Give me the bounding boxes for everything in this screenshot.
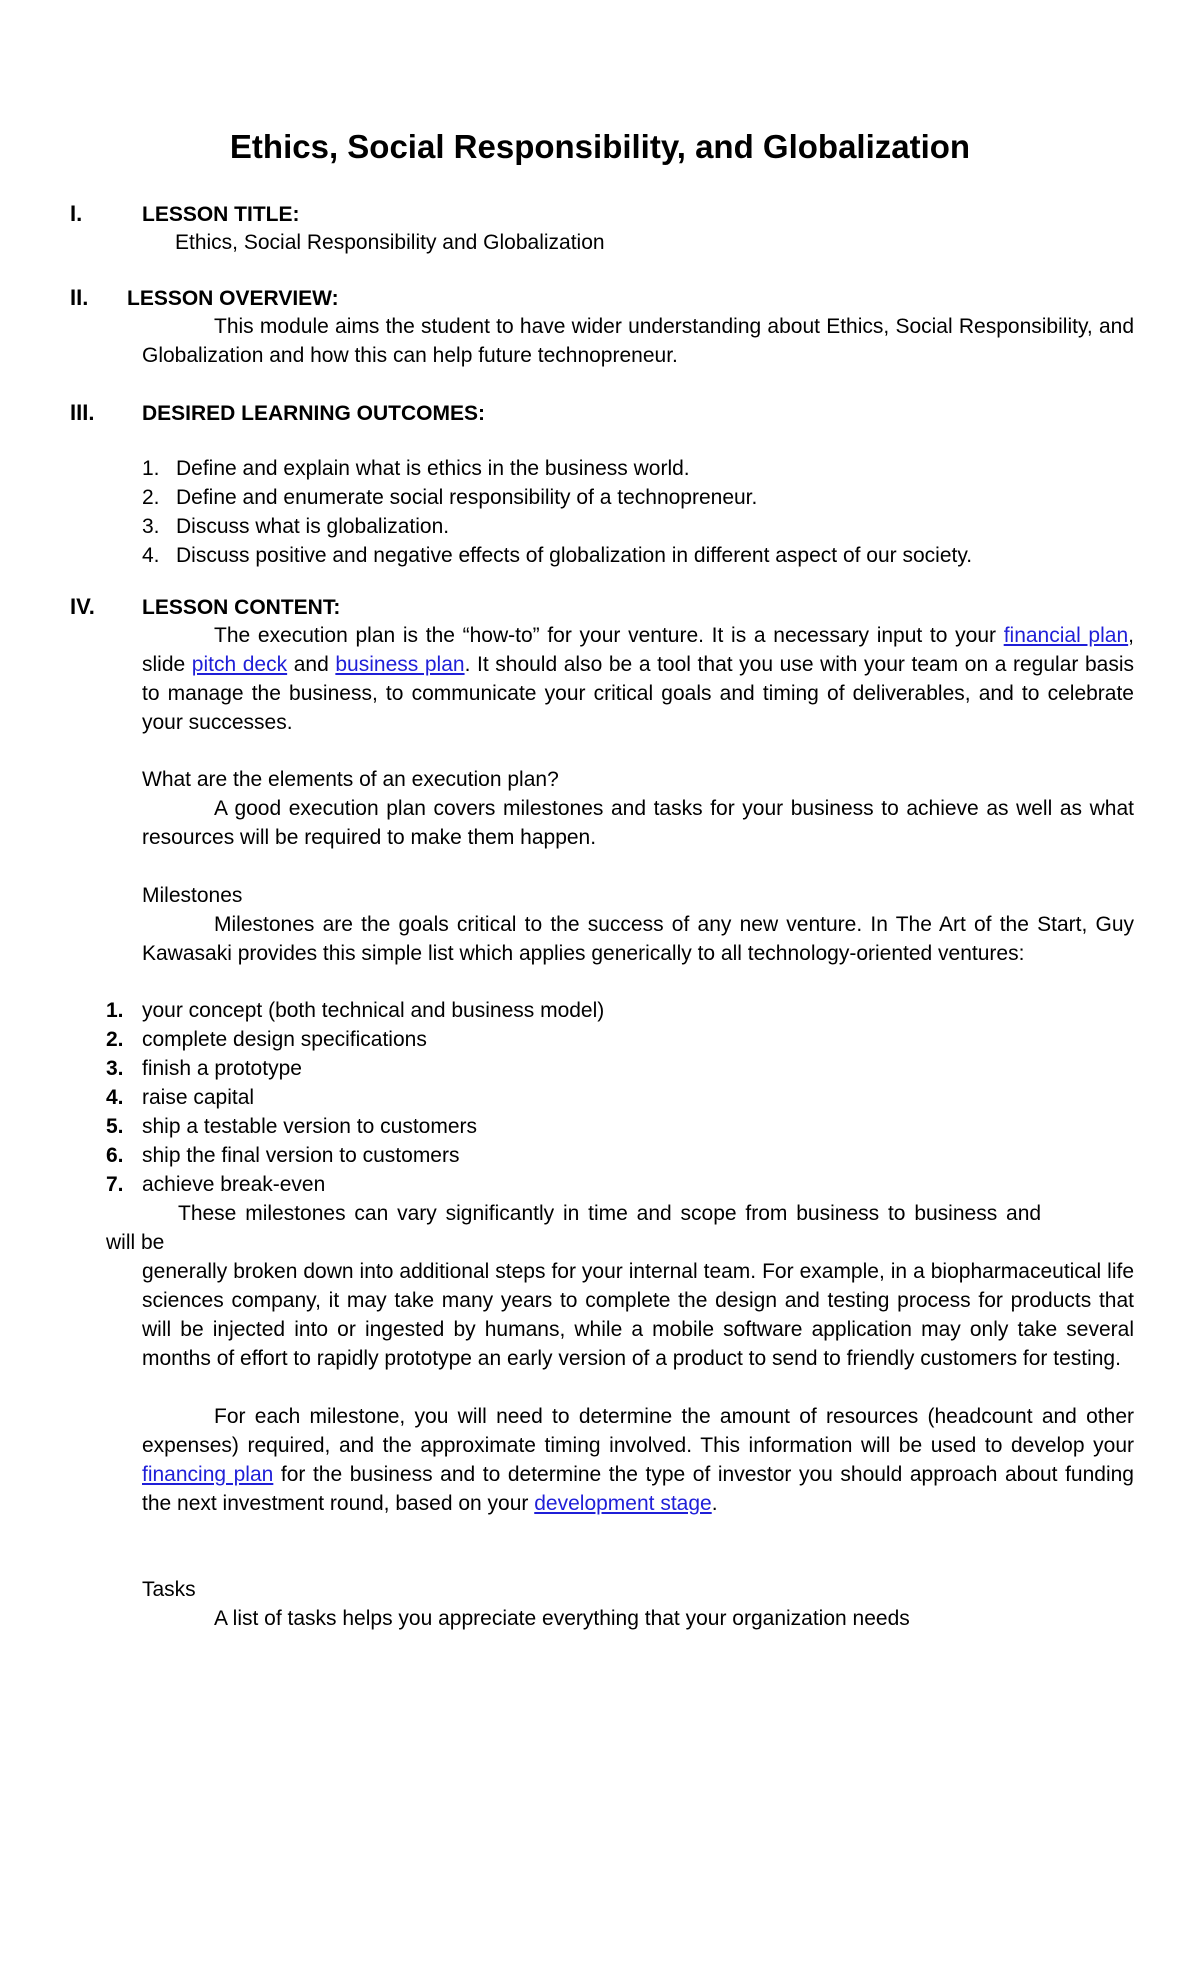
- list-item: 1. your concept (both technical and business model): [106, 999, 605, 1022]
- list-item: 1. Define and explain what is ethics in the business world.: [142, 457, 690, 480]
- section-3-number: III.: [70, 400, 95, 425]
- learning-outcomes-list: [142, 454, 1134, 570]
- section-2-text: This module aims the student to have wider understanding about Ethics, Social Responsibility, and Globalization and how this can help future technopreneur.: [142, 315, 1134, 367]
- milestones-vary-line-1: These milestones can vary significantly in time and scope from business to business and: [178, 1202, 1042, 1225]
- list-item: 3. Discuss what is globalization.: [142, 515, 450, 538]
- document-title: Ethics, Social Responsibility, and Globalization: [229, 128, 971, 165]
- execution-plan-paragraph: The execution plan is the “how-to” for your venture. It is a necessary input to your financial plan, slide pitch deck and business plan. It should also be a tool that you use with your team on a regular basis to manage the business, to communicate your critical goals and timing of deliverables, and to celebrate your successes.: [142, 624, 1135, 734]
- section-4-heading: LESSON CONTENT:: [142, 596, 341, 619]
- list-item: 4. Discuss positive and negative effects of globalization in different aspect of our society.: [142, 544, 973, 567]
- milestones-list: [106, 996, 1134, 1199]
- pitch-deck-link[interactable]: pitch deck: [191, 653, 288, 676]
- section-4-number: IV.: [70, 594, 95, 619]
- list-item: 4. raise capital: [106, 1086, 255, 1109]
- section-2-heading: LESSON OVERVIEW:: [127, 287, 339, 310]
- list-item: 3. finish a prototype: [106, 1057, 302, 1080]
- list-item: 7. achieve break-even: [106, 1173, 326, 1196]
- section-1-text: Ethics, Social Responsibility and Globalization: [175, 231, 605, 254]
- milestones-heading: Milestones: [142, 884, 243, 907]
- list-item: 2. Define and enumerate social responsibility of a technopreneur.: [142, 486, 758, 509]
- section-3-heading: DESIRED LEARNING OUTCOMES:: [142, 402, 486, 425]
- milestones-vary-line-2: will be: [106, 1231, 165, 1254]
- section-1-number: I.: [70, 201, 83, 226]
- list-item: 6. ship the final version to customers: [106, 1144, 460, 1167]
- list-item: 5. ship a testable version to customers: [106, 1115, 477, 1138]
- milestones-vary-paragraph: generally broken down into additional steps for your internal team. For example, in a biopharmaceutical life sciences company, it may take many years to complete the design and testing process for products that will be injected into or ingested by humans, while a mobile software application may only take several months of effort to rapidly prototype an early version of a product to send to friendly customers for testing.: [142, 1260, 1134, 1370]
- financing-plan-link[interactable]: financing plan: [142, 1463, 274, 1486]
- financial-plan-link[interactable]: financial plan: [1003, 624, 1129, 647]
- resources-paragraph: For each milestone, you will need to determine the amount of resources (headcount and other expenses) required, and the approximate timing involved. This information will be used to develop your financing plan for the business and to determine the type of investor you should approach about funding the next investment round, based on your development stage.: [142, 1405, 1134, 1515]
- milestones-paragraph: Milestones are the goals critical to the success of any new venture. In The Art of the Start, Guy Kawasaki provides this simple list which applies generically to all technology-oriented ventures:: [142, 913, 1134, 965]
- business-plan-link[interactable]: business plan: [335, 653, 465, 676]
- good-execution-plan-paragraph: A good execution plan covers milestones and tasks for your business to achieve as well as what resources will be required to make them happen.: [142, 797, 1134, 849]
- tasks-paragraph: A list of tasks helps you appreciate everything that your organization needs: [214, 1607, 910, 1630]
- development-stage-link[interactable]: development stage: [534, 1492, 712, 1515]
- tasks-heading: Tasks: [142, 1578, 196, 1601]
- section-2-number: II.: [70, 285, 89, 310]
- section-1-heading: LESSON TITLE:: [142, 203, 300, 226]
- list-item: 2. complete design specifications: [106, 1028, 427, 1051]
- elements-question: What are the elements of an execution plan?: [142, 768, 559, 791]
